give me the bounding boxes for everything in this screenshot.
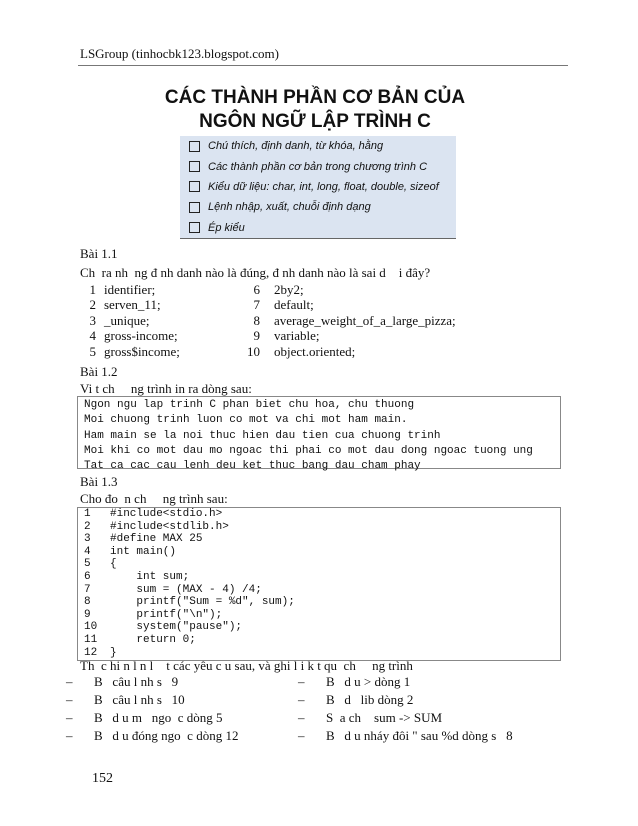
output-line: Ham main se la noi thuc hien dau tien cua chuong trinh bbox=[84, 429, 441, 442]
exercise-1-2-question: Vi t ch ng trình in ra dòng sau: bbox=[80, 381, 252, 396]
checkbox-icon bbox=[189, 161, 200, 172]
output-line: Ngon ngu lap trinh C phan biet chu hoa, chu thuong bbox=[84, 399, 415, 411]
exercise-1-3-heading: Bài 1.3 bbox=[80, 474, 118, 489]
code-line: 8 printf("Sum = %d", sum); bbox=[84, 596, 295, 609]
code-line: 3 #define MAX 25 bbox=[84, 533, 203, 546]
topic-item: Các thành phần cơ bản trong chương trình C bbox=[180, 156, 456, 176]
list-item: – B d u m ngo c dòng 5 – S a ch sum -> SUM bbox=[66, 710, 443, 725]
header-divider bbox=[78, 65, 568, 66]
list-item: 4 gross-income; 9 variable; bbox=[89, 328, 320, 344]
topic-item: Ép kiểu bbox=[180, 218, 456, 238]
output-line: Moi chuong trinh luon co mot va chi mot ham main. bbox=[84, 414, 408, 427]
task-list bbox=[66, 674, 566, 746]
checkbox-icon bbox=[189, 181, 200, 192]
code-listing bbox=[77, 507, 561, 661]
code-line: 12 } bbox=[84, 646, 117, 659]
code-line: 6 int sum; bbox=[84, 570, 190, 583]
chapter-title bbox=[150, 86, 480, 134]
list-item: 5 gross$income; 10 object.oriented; bbox=[89, 343, 356, 359]
code-line: 11 return 0; bbox=[84, 633, 196, 646]
topic-item: Kiểu dữ liệu: char, int, long, float, double, sizeof bbox=[180, 177, 456, 197]
output-line: Tat ca cac cau lenh deu ket thuc bang dau cham phay bbox=[84, 460, 421, 473]
code-line: 1 #include<stdio.h> bbox=[84, 508, 223, 520]
code-line: 4 int main() bbox=[84, 545, 177, 558]
code-line: 9 printf("\n"); bbox=[84, 608, 223, 621]
list-item: – B d u đóng ngo c dòng 12 – B d u nháy đôi " sau %d dòng s 8 bbox=[66, 728, 513, 743]
page-number: 152 bbox=[92, 771, 113, 786]
list-item: 2 serven_11; 7 default; bbox=[89, 297, 314, 313]
code-line: 2 #include<stdlib.h> bbox=[84, 520, 229, 533]
output-line: Moi khi co mot dau mo ngoac thi phai co mot dau dong ngoac tuong ung bbox=[84, 444, 533, 457]
exercise-1-3-instruction: Th c hi n l n l t các yêu c u sau, và ghi l i k t qu ch ng trình bbox=[80, 658, 413, 673]
code-line: 10 system("pause"); bbox=[84, 621, 243, 634]
running-header: LSGroup (tinhocbk123.blogspot.com) bbox=[80, 46, 279, 61]
code-line: 7 sum = (MAX - 4) /4; bbox=[84, 583, 262, 596]
chapter-title-line-2: NGÔN NGỮ LẬP TRÌNH C bbox=[199, 111, 431, 132]
topic-item: Lệnh nhập, xuất, chuỗi định dạng bbox=[180, 197, 456, 217]
list-item: – B câu l nh s 9 – B d u > dòng 1 bbox=[66, 674, 411, 689]
chapter-title-line-1: CÁC THÀNH PHẦN CƠ BẢN CỦA bbox=[164, 87, 466, 108]
exercise-1-3-question: Cho đo n ch ng trình sau: bbox=[80, 491, 228, 506]
list-item: – B câu l nh s 10 – B d lib dòng 2 bbox=[66, 692, 414, 707]
exercise-1-1-heading: Bài 1.1 bbox=[80, 246, 118, 261]
output-text-box bbox=[77, 396, 561, 473]
topics-box bbox=[180, 136, 456, 239]
exercise-1-2-heading: Bài 1.2 bbox=[80, 364, 118, 379]
exercise-1-1-question: Ch ra nh ng đ nh danh nào là đúng, đ nh danh nào là sai d i đây? bbox=[80, 265, 431, 280]
list-item: 1 identifier; 6 2by2; bbox=[89, 282, 304, 297]
checkbox-icon bbox=[189, 222, 200, 233]
topic-item: Chú thích, định danh, từ khóa, hằng bbox=[180, 136, 456, 156]
code-line: 5 { bbox=[84, 558, 117, 571]
identifier-list bbox=[80, 282, 560, 359]
checkbox-icon bbox=[189, 202, 200, 213]
checkbox-icon bbox=[189, 141, 200, 152]
list-item: 3 _unique; 8 average_weight_of_a_large_pizza; bbox=[89, 312, 456, 328]
